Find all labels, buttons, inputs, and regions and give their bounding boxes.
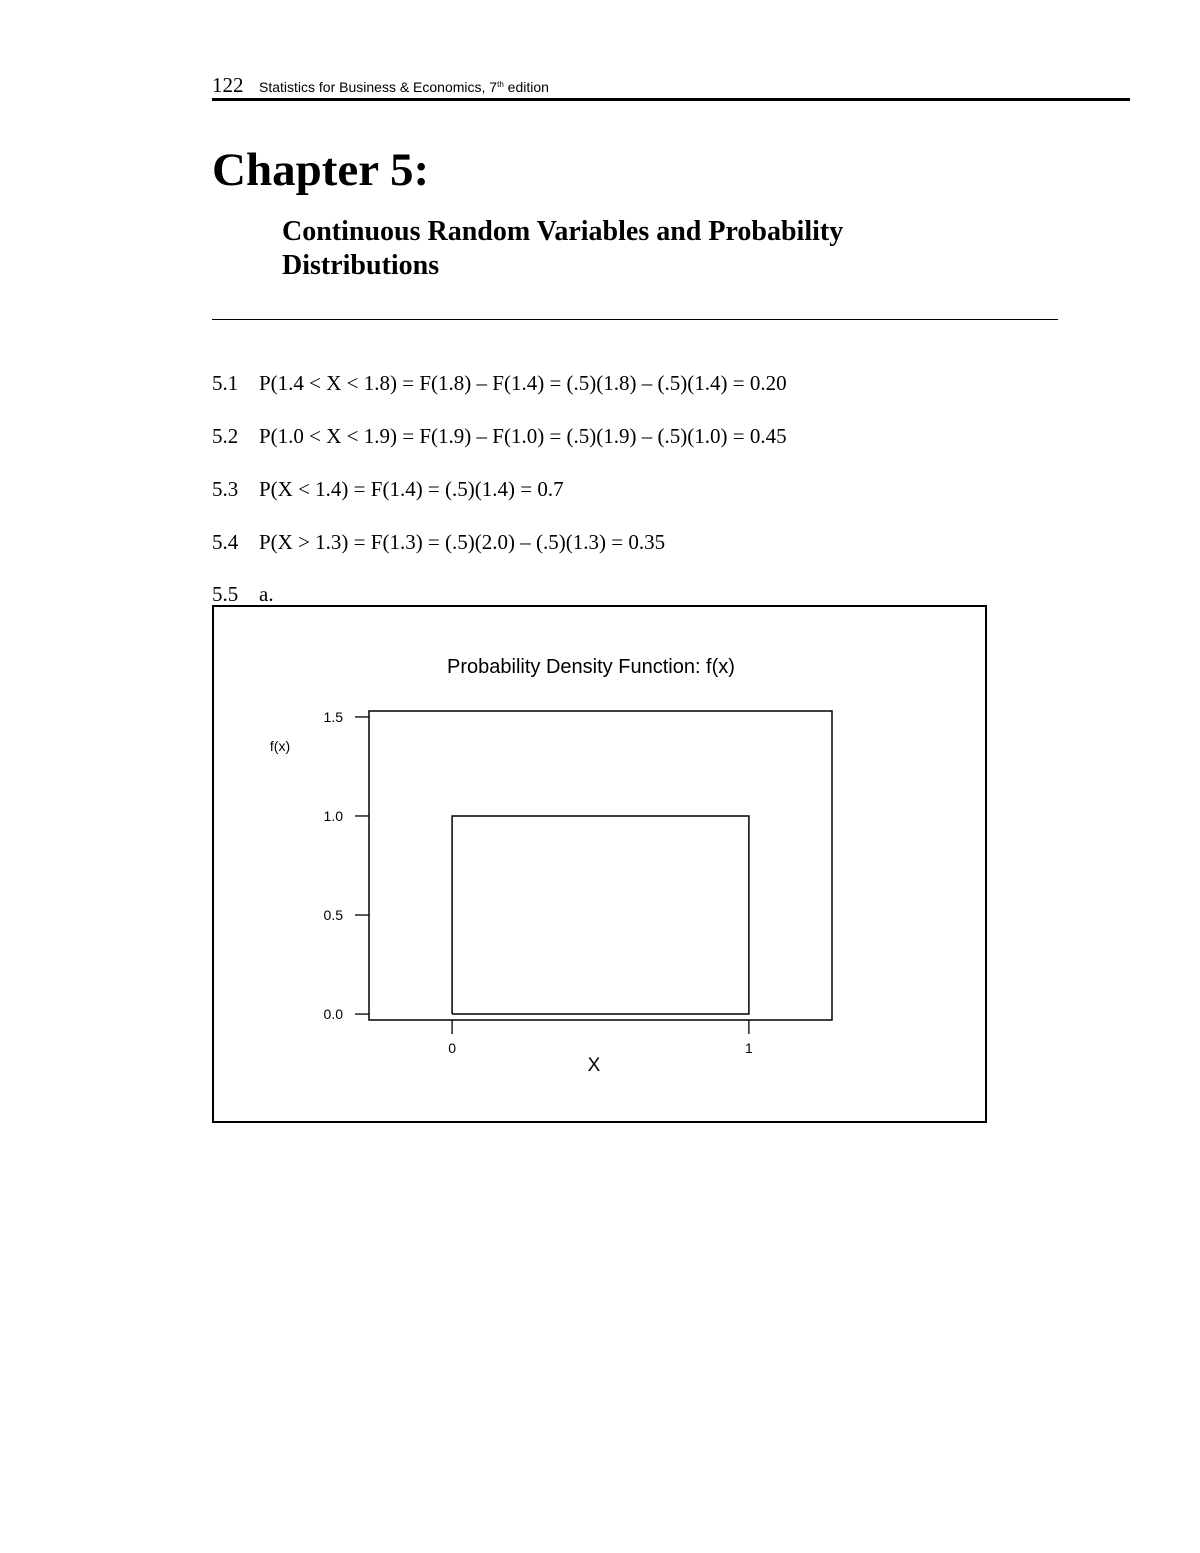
x-axis-label: X [587, 1055, 601, 1076]
pdf-chart-svg [214, 607, 985, 1121]
chapter-subtitle [282, 215, 843, 283]
chapter-title: Chapter 5: [212, 144, 430, 196]
problem-5-5 [212, 581, 274, 607]
x-tick-label: 0 [448, 1040, 457, 1056]
problem-number: 5.4 [212, 530, 239, 554]
y-tick-label: 0.0 [323, 1006, 343, 1023]
chapter-subtitle-line-1: Continuous Random Variables and Probability [282, 216, 844, 247]
book-title [259, 78, 549, 96]
y-axis-label: f(x) [269, 738, 291, 754]
problem-text: P(1.0 < X < 1.9) = F(1.9) – F(1.0) = (.5)(1.9) – (.5)(1.0) = 0.45 [259, 424, 787, 448]
page-number: 122 [212, 73, 244, 97]
book-title-text: Statistics for Business & Economics, 7 [259, 79, 498, 95]
y-axis-ticks [324, 709, 369, 1022]
y-tick-label: 0.5 [323, 907, 343, 924]
chapter-divider [212, 319, 1058, 320]
edition-word: edition [503, 79, 549, 95]
problem-5-1 [212, 370, 787, 396]
chart-title: Probability Density Function: f(x) [447, 656, 735, 678]
problem-text: P(X > 1.3) = F(1.3) = (.5)(2.0) – (.5)(1.3) = 0.35 [259, 530, 666, 554]
y-tick-label: 1.0 [323, 807, 343, 824]
problem-text: P(1.4 < X < 1.8) = F(1.8) – F(1.4) = (.5)(1.8) – (.5)(1.4) = 0.20 [259, 371, 787, 395]
problem-text: P(X < 1.4) = F(1.4) = (.5)(1.4) = 0.7 [259, 477, 564, 501]
y-tick-label: 1.5 [323, 708, 343, 725]
series-group [452, 816, 749, 1014]
problem-number: 5.5 [212, 582, 239, 606]
running-header [212, 72, 1130, 101]
pdf-chart [212, 605, 987, 1123]
x-axis-ticks [448, 1020, 753, 1056]
x-tick-label: 1 [744, 1040, 753, 1056]
problem-5-2 [212, 423, 787, 449]
problem-number: 5.2 [212, 424, 239, 448]
problem-5-4 [212, 529, 665, 555]
edition-superscript: th [497, 80, 504, 89]
plot-frame [369, 711, 832, 1020]
problem-5-3 [212, 476, 564, 502]
chapter-subtitle-line-2: Distributions [282, 250, 440, 281]
problem-number: 5.1 [212, 371, 239, 395]
density-line [452, 816, 749, 1014]
problem-number: 5.3 [212, 477, 239, 501]
problem-text: a. [259, 582, 274, 606]
